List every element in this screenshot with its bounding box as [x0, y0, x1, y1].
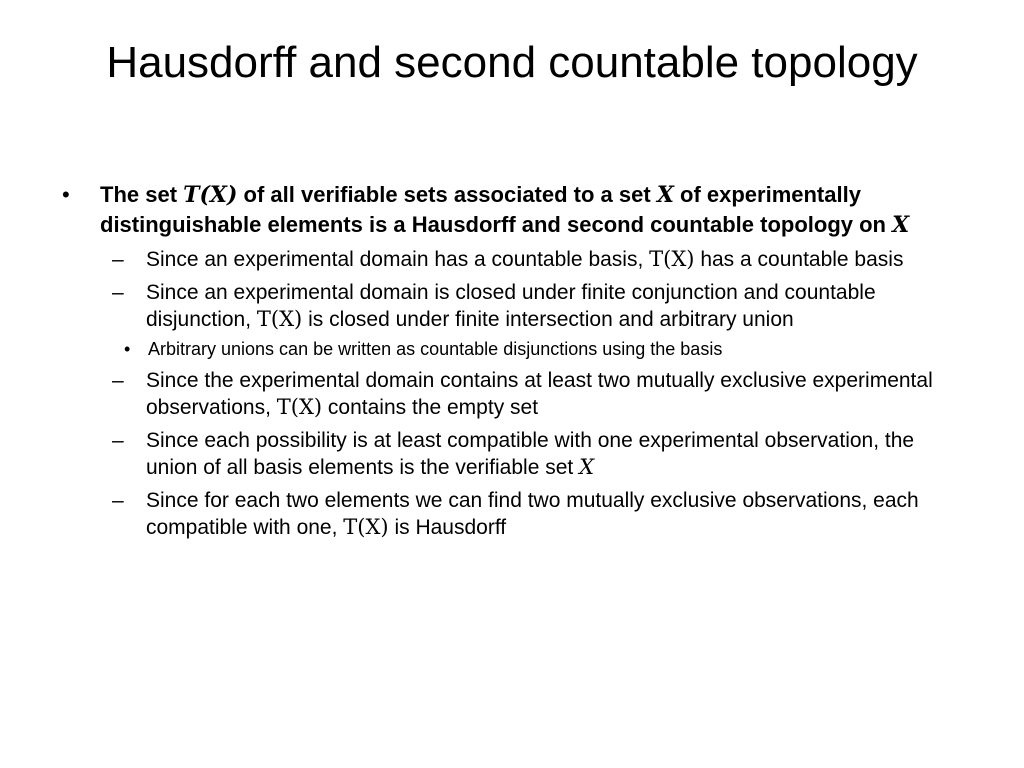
math-t-of-x: T(X): [343, 515, 389, 539]
sub-bullet-list: [100, 367, 958, 541]
main-bullet-text-middle: of all verifiable sets associated to a set: [237, 182, 657, 207]
sub-bullet-text: Since the experimental domain contains at least two mutually exclusive experimental observations,: [146, 369, 933, 419]
slide-body: [58, 180, 958, 541]
sub-bullet: [100, 246, 958, 273]
sub-bullet-text: is Hausdorff: [388, 516, 507, 539]
sub-bullet: [100, 367, 958, 421]
sub-bullet-text: Since for each two elements we can find two mutually exclusive observations, each compatible with one,: [146, 489, 919, 539]
math-t-of-x: T(X): [256, 307, 303, 331]
sub-bullet-text: contains the empty set: [322, 396, 539, 419]
sub-bullet: [100, 427, 958, 481]
sub-sub-bullet-list: [104, 337, 958, 361]
dash-marker: –: [112, 489, 124, 512]
sub-bullet-text: Since each possibility is at least compatible with one experimental observation, the union of all basis elements is the verifiable set: [146, 429, 915, 479]
main-bullet-text-before: The set: [100, 182, 184, 207]
sub-sub-bullet: [104, 337, 958, 361]
sub-bullet-text: Since an experimental domain is closed under finite conjunction and countable disjunction,: [146, 281, 876, 331]
math-t-of-x: T(X): [649, 247, 695, 271]
math-t-of-x: T(X): [276, 395, 323, 419]
math-x: X: [892, 212, 910, 238]
sub-sub-bullet-text: Arbitrary unions can be written as countable disjunctions using the basis: [148, 339, 723, 359]
math-x: X: [579, 455, 595, 479]
dash-marker: –: [112, 281, 124, 304]
dash-marker: –: [112, 429, 124, 452]
bullet-marker: •: [62, 182, 70, 207]
sub-bullet-list: [100, 246, 958, 333]
sub-bullet: [100, 487, 958, 541]
dash-marker: –: [112, 369, 124, 392]
sub-bullet-text: has a countable basis: [694, 248, 904, 271]
bullet-marker: •: [124, 339, 131, 359]
sub-bullet-text: Since an experimental domain has a countable basis,: [146, 248, 650, 271]
dash-marker: –: [112, 248, 124, 271]
math-x: X: [656, 182, 674, 208]
main-bullet: [58, 180, 958, 240]
bullet-list: [58, 180, 958, 240]
sub-bullet: [100, 279, 958, 333]
math-t-of-x: T(X): [183, 182, 238, 208]
slide-title: Hausdorff and second countable topology: [106, 38, 918, 87]
main-bullet-text-after: of experimentally distinguishable elements is a Hausdorff and second countable topology on: [100, 182, 893, 237]
sub-bullet-text: is closed under finite intersection and arbitrary union: [302, 308, 794, 331]
